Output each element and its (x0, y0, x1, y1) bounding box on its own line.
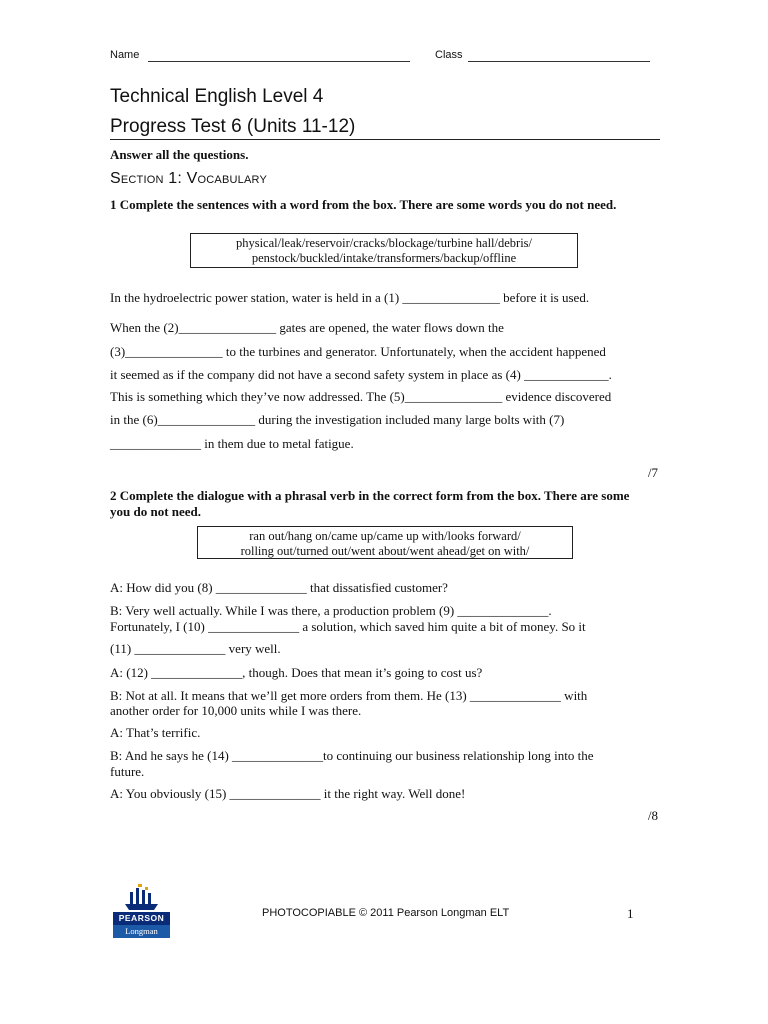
sentence-line: In the hydroelectric power station, water is held in a (1) _______________ before it is used. (110, 290, 590, 305)
name-label: Name (110, 49, 140, 61)
dialogue-line: another order for 10,000 units while I was there. (110, 703, 362, 718)
page-subtitle: Progress Test 6 (Units 11-12) (110, 116, 356, 137)
word-box-1 (190, 233, 578, 268)
dialogue-line: A: You obviously (15) ______________ it the right way. Well done! (110, 786, 466, 801)
phrasal-verb-box-line: rolling out/turned out/went about/went ahead/get on with/ (240, 544, 530, 558)
pearson-longman-logo (113, 884, 170, 938)
phrasal-verb-box (197, 526, 573, 559)
dialogue-line: A: How did you (8) ______________ that dissatisfied customer? (110, 580, 448, 595)
dialogue-line: B: Very well actually. While I was there, a production problem (9) ______________. (110, 603, 552, 618)
sentence-line: When the (2)_______________ gates are opened, the water flows down the (110, 320, 504, 335)
dialogue-line: A: (12) ______________, though. Does that mean it’s going to cost us? (110, 665, 483, 680)
sentence-line: ______________ in them due to metal fatigue. (110, 436, 354, 451)
question-1-score: /7 (647, 465, 658, 480)
dialogue-line: B: Not at all. It means that we’ll get more orders from them. He (13) ______________ with (110, 688, 588, 703)
page-title: Technical English Level 4 (110, 86, 324, 107)
name-field-line[interactable] (148, 61, 410, 62)
sentence-line: This is something which they’ve now addressed. The (5)_______________ evidence discovered (110, 389, 612, 404)
phrasal-verb-box-line: ran out/hang on/came up/came up with/looks forward/ (249, 529, 521, 543)
word-box-1-line: physical/leak/reservoir/cracks/blockage/turbine hall/debris/ (235, 236, 533, 250)
class-label: Class (435, 49, 463, 61)
copyright-notice: PHOTOCOPIABLE © 2011 Pearson Longman ELT (262, 907, 510, 919)
dialogue-line: (11) ______________ very well. (110, 641, 281, 656)
sentence-line: it seemed as if the company did not have a second safety system in place as (4) _____________. (110, 367, 612, 382)
class-field-line[interactable] (468, 61, 650, 62)
dialogue-line: B: And he says he (14) ______________to continuing our business relationship long into the (110, 748, 594, 763)
dialogue-line: future. (110, 764, 145, 779)
logo-longman-text: Longman (113, 925, 170, 938)
dialogue-line: A: That’s terrific. (110, 725, 201, 740)
question-2-heading: 2 Complete the dialogue with a phrasal verb in the correct form from the box. There are some you do not need. (110, 488, 630, 519)
word-box-1-line: penstock/buckled/intake/transformers/backup/offline (251, 251, 517, 265)
general-instruction: Answer all the questions. (110, 147, 249, 162)
question-1-heading: 1 Complete the sentences with a word from the box. There are some words you do not need. (110, 197, 617, 212)
sentence-line: (3)_______________ to the turbines and generator. Unfortunately, when the accident happened (110, 344, 606, 359)
ship-icon (113, 884, 170, 912)
title-divider (110, 139, 660, 140)
section-heading: Section 1: Vocabulary (110, 170, 267, 187)
dialogue-line: Fortunately, I (10) ______________ a solution, which saved him quite a bit of money. So it (110, 619, 586, 634)
sentence-line: in the (6)_______________ during the investigation included many large bolts with (7) (110, 412, 565, 427)
page-number: 1 (627, 906, 634, 921)
question-2-score: /8 (647, 808, 658, 823)
logo-pearson-text: PEARSON (113, 912, 170, 925)
